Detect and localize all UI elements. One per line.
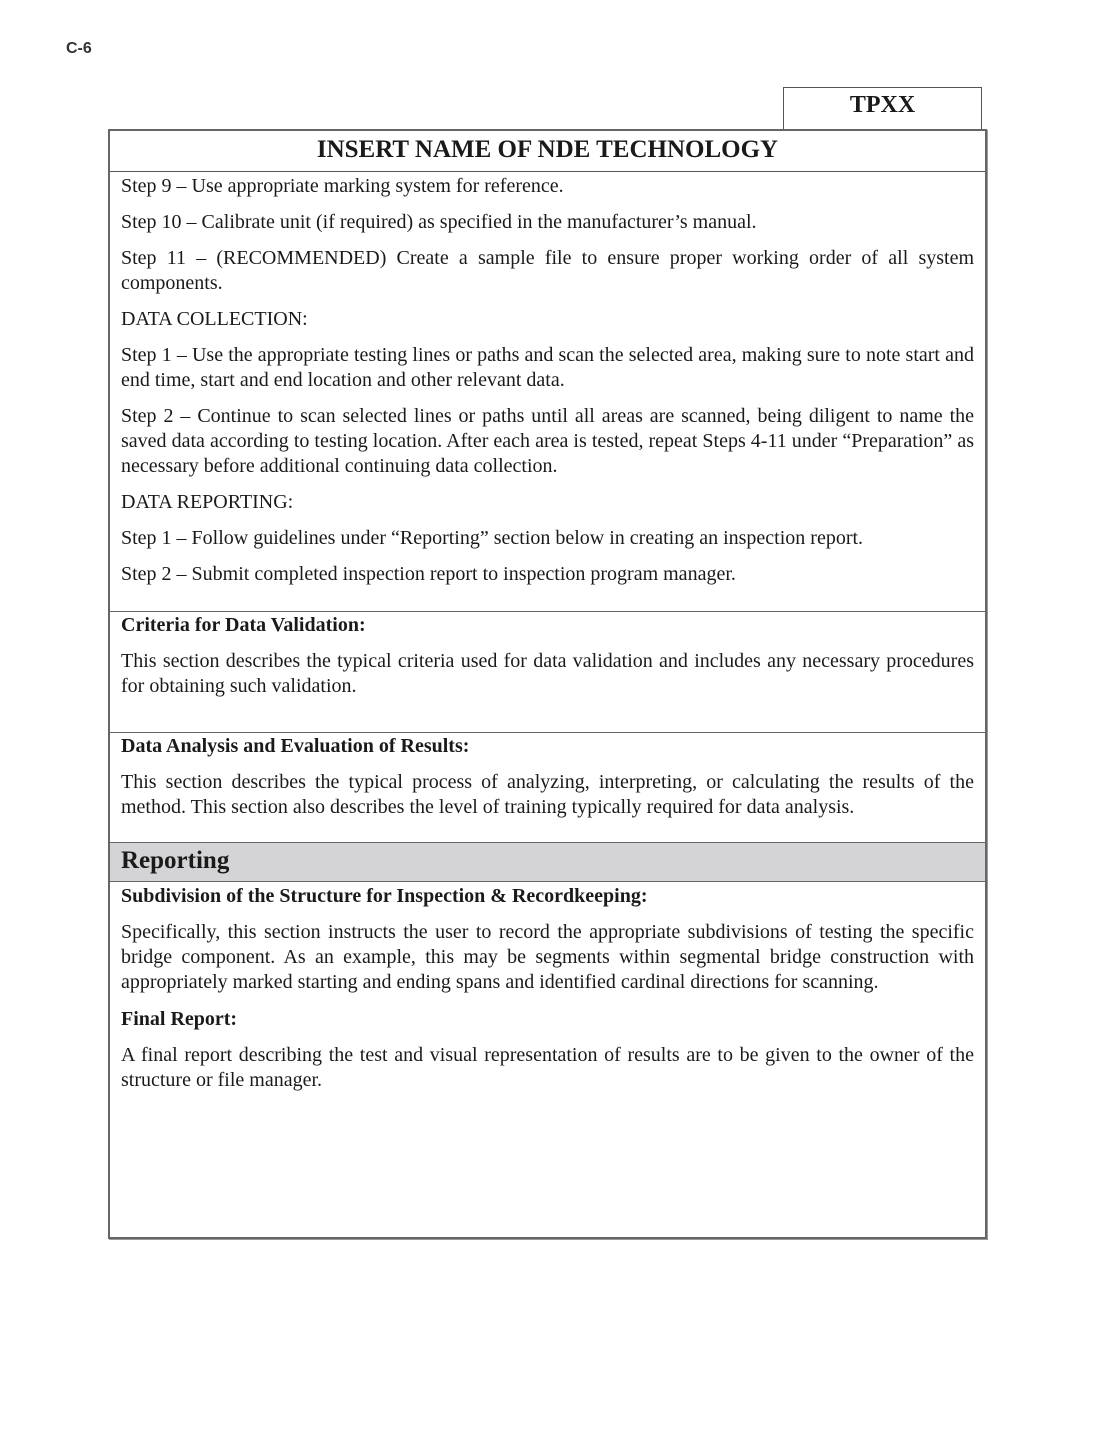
technology-title: INSERT NAME OF NDE TECHNOLOGY xyxy=(110,131,985,172)
data-collection-step: Step 2 – Continue to scan selected lines or paths until all areas are scanned, being diligent to name the saved data according to testing location. After each area is tested, repeat Steps 4-11 under “Preparation” as necessary before additional continuing data collection. xyxy=(121,405,974,477)
validation-section xyxy=(110,611,985,732)
final-report-text: A final report describing the test and visual representation of results are to be given to the owner of the structure or file manager. xyxy=(121,1044,974,1091)
validation-heading: Criteria for Data Validation: xyxy=(121,614,366,636)
subdivision-text: Specifically, this section instructs the user to record the appropriate subdivisions of testing the specific bridge component. As an example, this may be segments within segmental bridge construction with appropriately marked starting and ending spans and identified cardinal directions for scanning. xyxy=(121,921,974,993)
data-collection-heading: DATA COLLECTION: xyxy=(121,308,308,330)
data-reporting-step: Step 1 – Follow guidelines under “Reporting” section below in creating an inspection report. xyxy=(121,527,864,549)
technology-sheet-frame xyxy=(108,129,987,1239)
reporting-heading: Reporting xyxy=(110,842,985,882)
analysis-section xyxy=(110,732,985,842)
data-collection-step: Step 1 – Use the appropriate testing lines or paths and scan the selected area, making sure to note start and end time, start and end location and other relevant data. xyxy=(121,344,974,391)
analysis-text: This section describes the typical process of analyzing, interpreting, or calculating the results of the method. This section also describes the level of training typically required for data analysis. xyxy=(121,771,974,818)
final-report-heading: Final Report: xyxy=(121,1008,238,1030)
document-code-box: TPXX xyxy=(783,87,982,129)
page-number: C-6 xyxy=(66,40,92,57)
data-reporting-step: Step 2 – Submit completed inspection report to inspection program manager. xyxy=(121,563,736,585)
subdivision-heading: Subdivision of the Structure for Inspection & Recordkeeping: xyxy=(121,885,648,907)
procedure-section xyxy=(110,172,985,587)
procedure-step: Step 11 – (RECOMMENDED) Create a sample file to ensure proper working order of all system components. xyxy=(121,247,974,294)
reporting-section xyxy=(110,882,985,1093)
analysis-heading: Data Analysis and Evaluation of Results: xyxy=(121,735,470,757)
validation-text: This section describes the typical criteria used for data validation and includes any necessary procedures for obtaining such validation. xyxy=(121,650,974,697)
procedure-step: Step 9 – Use appropriate marking system for reference. xyxy=(121,175,564,197)
procedure-step: Step 10 – Calibrate unit (if required) as specified in the manufacturer’s manual. xyxy=(121,211,757,233)
data-reporting-heading: DATA REPORTING: xyxy=(121,491,294,513)
